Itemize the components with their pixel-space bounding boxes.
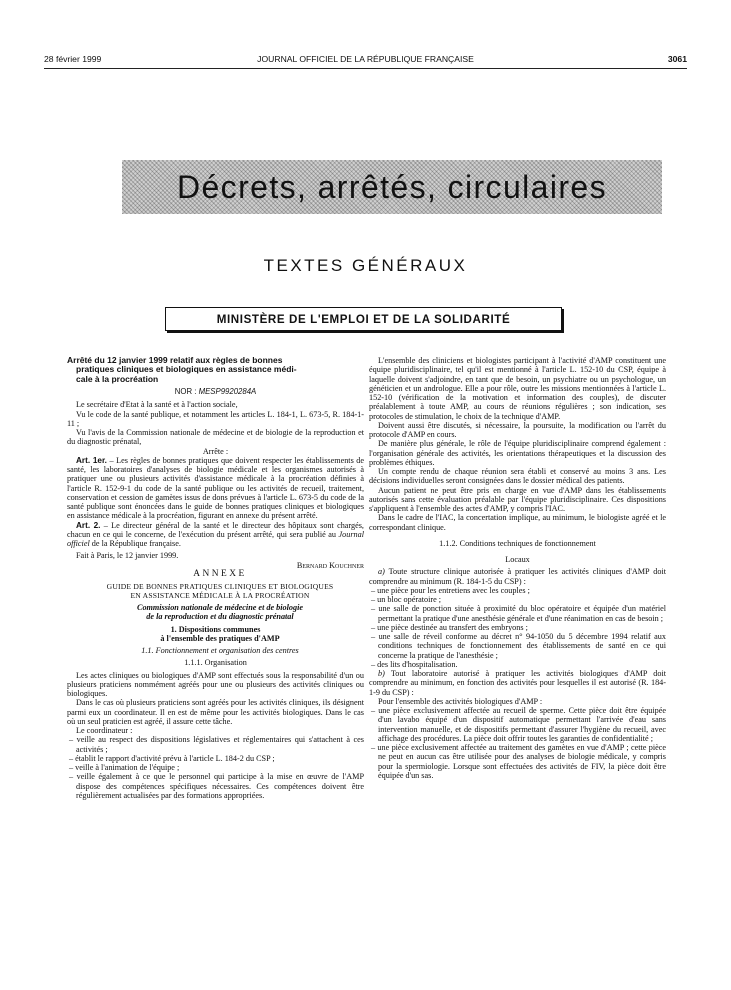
- article-1-text: – Les règles de bonnes pratiques que doivent respecter les établissements de santé, les laboratoires d'analyses de biologie médicale et les organismes autorisés à pratiquer une ou plusieurs activités d'assistance médicale à la procréation définies à l'article R. 152-9-1 du code de la santé publique ou les activités de recueil, traitement, conservation et cession de gamètes issus de dons prévues à l'article L. 673-5 du code de la santé publique sont énoncées dans le guide de bonnes pratiques cliniques et biologiques en assistance médicale à la procréation, figurant en annexe du présent arrêté.: [67, 455, 364, 521]
- article-2-text-a: – Le directeur général de la santé et le directeur des hôpitaux sont chargés, chacun en ce qui le concerne, de l'exécution du présent arrêté, qui sera publié au: [67, 520, 364, 539]
- paragraph: Doivent aussi être discutés, si nécessaire, la poursuite, la modification ou l'arrêt du protocole d'AMP en cours.: [369, 420, 666, 439]
- left-column: [67, 356, 364, 800]
- done-at-paris: Fait à Paris, le 12 janvier 1999.: [76, 551, 179, 561]
- clinical-requirements-list: [369, 586, 666, 669]
- paragraph: Les actes cliniques ou biologiques d'AMP sont effectués sous la responsabilité d'un ou plusieurs praticiens nommément agréés pour une ou plusieurs des activités cliniques ou biologiques.: [67, 670, 364, 699]
- clause-a-label: a): [378, 567, 385, 577]
- list-item: – veille au respect des dispositions législatives et réglementaires qui s'attachent à ces activités ;: [67, 735, 364, 754]
- paragraph: Un compte rendu de chaque réunion sera établi et conservé au moins 3 ans. Les décisions individuelles seront consignées dans le dossier médical des patients.: [369, 467, 666, 486]
- article-1: [67, 456, 364, 521]
- clause-b-label: b): [378, 669, 385, 678]
- running-header: [44, 54, 687, 68]
- list-item: – un bloc opératoire ;: [369, 595, 666, 604]
- guide-title-line-1: GUIDE DE BONNES PRATIQUES CLINIQUES ET BIOLOGIQUES: [106, 582, 334, 592]
- locaux-heading: Locaux: [505, 555, 530, 564]
- heading-1-line-2: à l'ensemble des pratiques d'AMP: [160, 633, 280, 643]
- clause-a-text: Toute structure clinique autorisée à pratiquer les activités cliniques d'AMP doit comprendre au minimum (R. 184-1-5 du CSP) :: [369, 567, 666, 586]
- header-page-number: 3061: [667, 54, 687, 64]
- right-column: [369, 356, 666, 780]
- section-heading: TEXTES GÉNÉRAUX: [263, 256, 468, 275]
- paragraph: Vu l'avis de la Commission nationale de médecine et de biologie de la reproduction et du diagnostic prénatal,: [67, 428, 364, 447]
- paragraph: Le coordinateur :: [76, 726, 133, 736]
- list-item: – veille également à ce que le personnel qui participe à la mise en œuvre de l'AMP dispose des compétences spécifiques nécessaires. Ces compétences doivent être régulièrement actualisées par des formations appropriées.: [67, 772, 364, 800]
- coordinator-list: [67, 735, 364, 800]
- heading-1-1-2: 1.1.2. Conditions techniques de fonctionnement: [439, 538, 596, 548]
- commission-line-2: de la reproduction et du diagnostic prénatal: [146, 612, 294, 622]
- article-2: [67, 521, 364, 549]
- article-2-label: Art. 2.: [76, 520, 101, 530]
- heading-1-line-1: 1. Dispositions communes: [170, 624, 261, 634]
- paragraph: Pour l'ensemble des activités biologiques d'AMP :: [378, 696, 543, 706]
- paragraph: L'ensemble des cliniciens et biologistes participant à l'activité d'AMP constituent une équipe pluridisciplinaire, tel qu'il est mentionné à l'article L. 152-10 du CSP, équipe à laquelle doivent s'adjoindre, en tant que de besoin, un psychiatre ou un psychologue, un généticien et un andrologue. Elle a pour rôle, outre les missions mentionnées à l'article L. 152-10 (vérification de la motivation et information des couples), de discuter préalablement à toute AMP, au cours de réunions régulières ; son indication, ses protocoles de stimulation, le choix de la technique d'AMP.: [369, 356, 666, 421]
- guide-title-line-2: EN ASSISTANCE MÉDICALE À LA PROCRÉATION: [130, 591, 310, 601]
- list-item: – une pièce pour les entretiens avec les couples ;: [369, 586, 666, 595]
- clause-b-text: Tout laboratoire autorisé à pratiquer les activités biologiques d'AMP doit comprendre au minimum, en fonction des activités pour lesquelles il est autorisé (R. 184-1-9 du CSP) :: [369, 669, 666, 697]
- heading-1-1: 1.1. Fonctionnement et organisation des centres: [141, 646, 299, 656]
- signature: Bernard Kouchner: [296, 560, 364, 570]
- heading-1-1-1: 1.1.1. Organisation: [184, 658, 247, 668]
- biology-requirements-list: [369, 706, 666, 780]
- paragraph: Vu le code de la santé publique, et notamment les articles L. 184-1, L. 673-5, R. 184-1-11 ;: [67, 409, 364, 428]
- decree-title-line-1: Arrêté du 12 janvier 1999 relatif aux règles de bonnes: [67, 355, 283, 365]
- nor-value: MESP9920284A: [198, 387, 257, 397]
- section-banner: [122, 160, 662, 214]
- clause-b: [369, 669, 666, 697]
- annexe-heading: ANNEXE: [193, 568, 247, 579]
- nor-label: NOR :: [174, 387, 197, 397]
- paragraph: De manière plus générale, le rôle de l'équipe pluridisciplinaire comprend également : l'organisation générale des activités, les orientations thérapeutiques et la discussion des problèmes éthiques.: [369, 439, 666, 467]
- header-journal-title: JOURNAL OFFICIEL DE LA RÉPUBLIQUE FRANÇAISE: [257, 54, 474, 64]
- list-item: – une salle de ponction située à proximité du bloc opératoire et équipée d'un matériel permettant la pratique d'une anesthésie générale et d'une réanimation en cas de besoin ;: [369, 604, 666, 623]
- paragraph: Dans le cadre de l'IAC, la concertation implique, au minimum, le biologiste agréé et le correspondant clinique.: [369, 513, 666, 532]
- ministry-box: MINISTÈRE DE L'EMPLOI ET DE LA SOLIDARITÉ: [165, 307, 562, 331]
- paragraph: Le secrétaire d'Etat à la santé et à l'action sociale,: [76, 400, 238, 410]
- list-item: – une pièce exclusivement affectée au recueil de sperme. Cette pièce doit être équipée d'un lavabo équipé d'un dispositif automatique permettant l'arrivée d'eau sans intervention manuelle, et de dispositifs permettant d'assurer l'hygiène du recueil, avec affichage des procédures. La pièce doit offrir toutes les garanties de confidentialité ;: [369, 706, 666, 743]
- decree-title-line-3: cale à la procréation: [76, 373, 159, 384]
- arrete-word: Arrête :: [202, 446, 229, 456]
- paragraph: Dans le cas où plusieurs praticiens sont agréés pour les activités cliniques, ils désignent parmi eux un coordinateur. Il en est de même pour les activités biologiques. Dans le cas où un seul praticien est agréé, il assure cette tâche.: [67, 698, 364, 726]
- nor-reference: [67, 387, 364, 396]
- header-date: 28 février 1999: [44, 54, 102, 64]
- list-item: – une salle de réveil conforme au décret n° 94-1050 du 5 décembre 1994 relatif aux conditions techniques de fonctionnement des établissements de santé en ce qui concerne la pratique de l'anesthésie ;: [369, 632, 666, 660]
- list-item: – une pièce exclusivement affectée au traitement des gamètes en vue d'AMP ; cette pièce ne peut en aucun cas être utilisée pour des analyses de biologie médicale, y compris pour la spermiologie. Lorsque sont effectuées des activités de FIV, la pièce doit être équipée d'un sas.: [369, 743, 666, 780]
- list-item: – veille à l'animation de l'équipe ;: [67, 763, 364, 772]
- list-item: – des lits d'hospitalisation.: [369, 660, 666, 669]
- article-2-italic: Journal officiel: [67, 529, 364, 549]
- clause-a: [369, 567, 666, 586]
- paragraph: Aucun patient ne peut être pris en charge en vue d'AMP dans les établissements autorisés sans cette évaluation préalable par l'équipe pluridisciplinaire. Ces dispositions s'appliquent à l'ensemble des actes d'AMP, y compris l'IAC.: [369, 485, 666, 513]
- banner-title: Décrets, arrêtés, circulaires: [176, 168, 608, 205]
- article-1-label: Art. 1er.: [76, 455, 107, 465]
- header-rule: [44, 68, 687, 69]
- list-item: – une pièce destinée au transfert des embryons ;: [369, 623, 666, 632]
- decree-title: [67, 356, 364, 384]
- decree-title-line-2: pratiques cliniques et biologiques en assistance médi-: [76, 364, 297, 375]
- list-item: – établit le rapport d'activité prévu à l'article L. 184-2 du CSP ;: [67, 754, 364, 763]
- commission-line-1: Commission nationale de médecine et de biologie: [136, 603, 303, 613]
- article-2-text-b: de la République française.: [89, 539, 181, 549]
